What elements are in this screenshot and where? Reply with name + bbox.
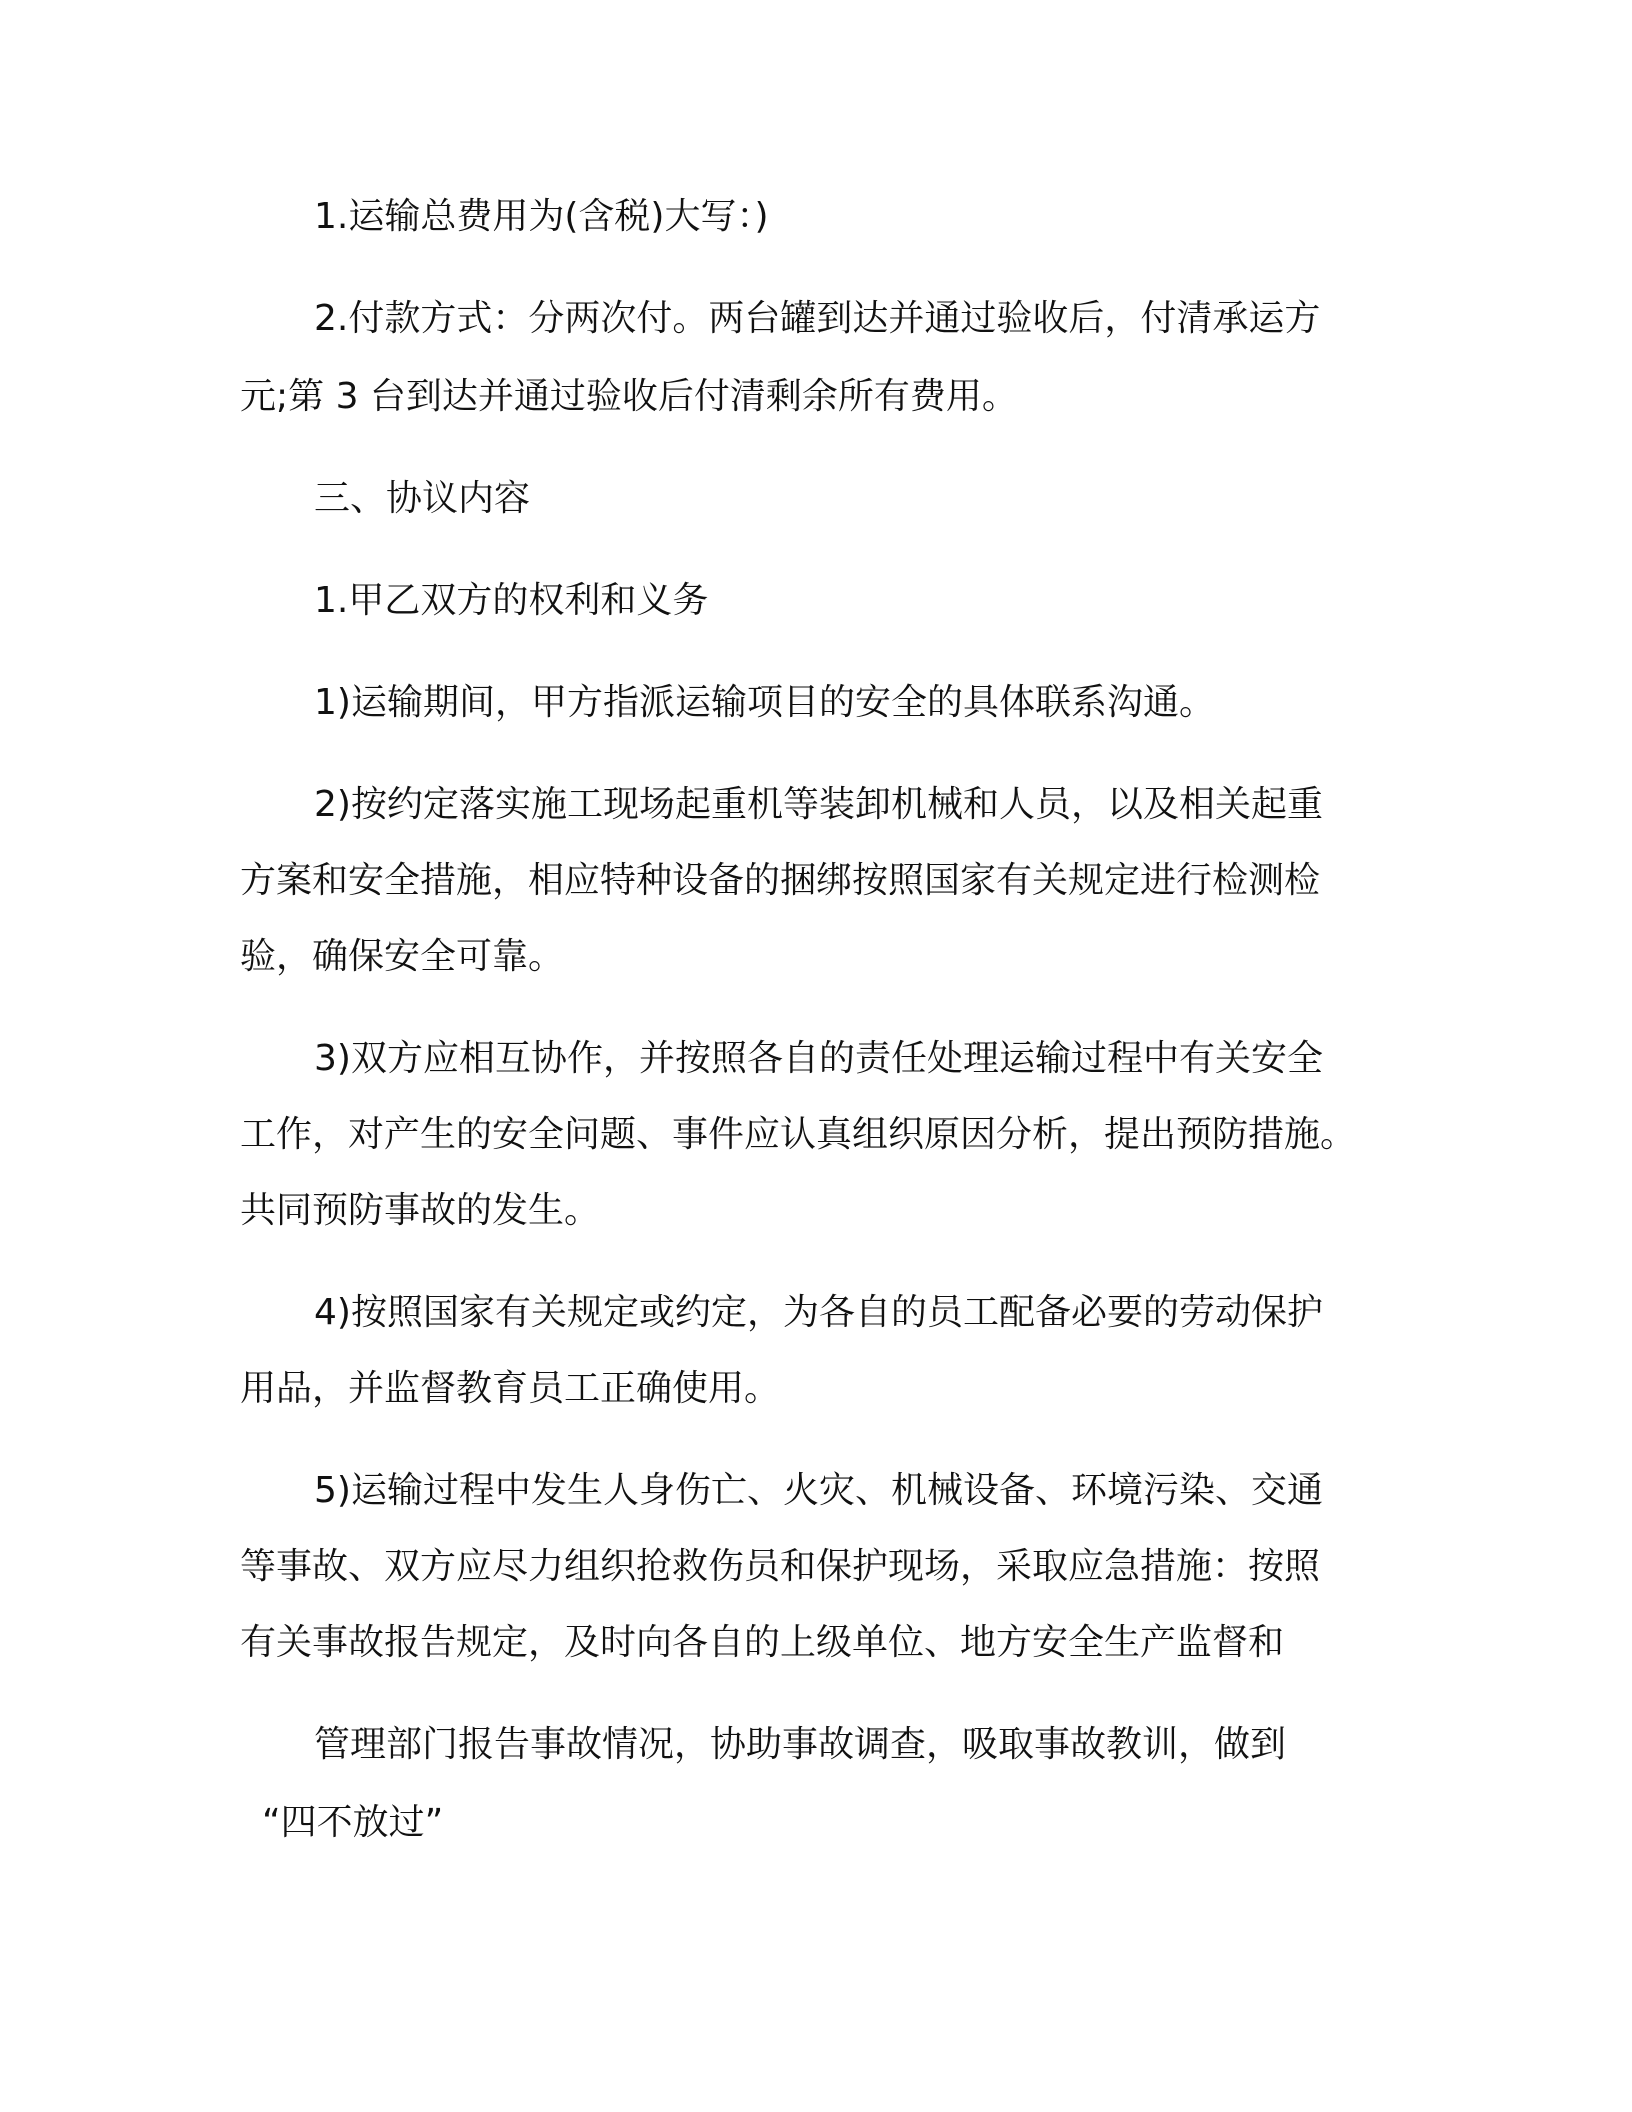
paragraph-payment-method-line-2: 元;第 3 台到达并通过验收后付清剩余所有费用。 [240,376,1018,417]
item-5-line-1: 5)运输过程中发生人身伤亡、火灾、机械设备、环境污染、交通 [314,1470,1323,1511]
item-1-transport-contact: 1)运输期间，甲方指派运输项目的安全的具体联系沟通。 [314,682,1215,723]
item-4-line-2: 用品，并监督教育员工正确使用。 [240,1368,781,1409]
item-5-line-4: 管理部门报告事故情况，协助事故调查，吸取事故教训，做到 [314,1724,1287,1765]
subheading-rights-and-obligations: 1.甲乙双方的权利和义务 [314,580,709,621]
item-2-line-2: 方案和安全措施，相应特种设备的捆绑按照国家有关规定进行检测检 [240,860,1321,901]
paragraph-total-fee: 1.运输总费用为(含税)大写：) [314,196,769,237]
item-3-line-1: 3)双方应相互协作，并按照各自的责任处理运输过程中有关安全 [314,1038,1323,1079]
item-5-line-2: 等事故、双方应尽力组织抢救伤员和保护现场，采取应急措施：按照 [240,1546,1321,1587]
paragraph-payment-method-line-1: 2.付款方式：分两次付。两台罐到达并通过验收后，付清承运方 [314,298,1321,339]
item-5-line-3: 有关事故报告规定，及时向各自的上级单位、地方安全生产监督和 [240,1622,1285,1663]
item-4-line-1: 4)按照国家有关规定或约定，为各自的员工配备必要的劳动保护 [314,1292,1323,1333]
item-3-line-3: 共同预防事故的发生。 [240,1190,601,1231]
item-2-line-3: 验，确保安全可靠。 [240,936,565,977]
item-5-line-5-four-nots: “四不放过” [262,1802,444,1843]
section-heading-agreement-content: 三、协议内容 [314,478,531,519]
item-2-line-1: 2)按约定落实施工现场起重机等装卸机械和人员，以及相关起重 [314,784,1323,825]
item-3-line-2: 工作，对产生的安全问题、事件应认真组织原因分析，提出预防措施。 [240,1114,1357,1155]
